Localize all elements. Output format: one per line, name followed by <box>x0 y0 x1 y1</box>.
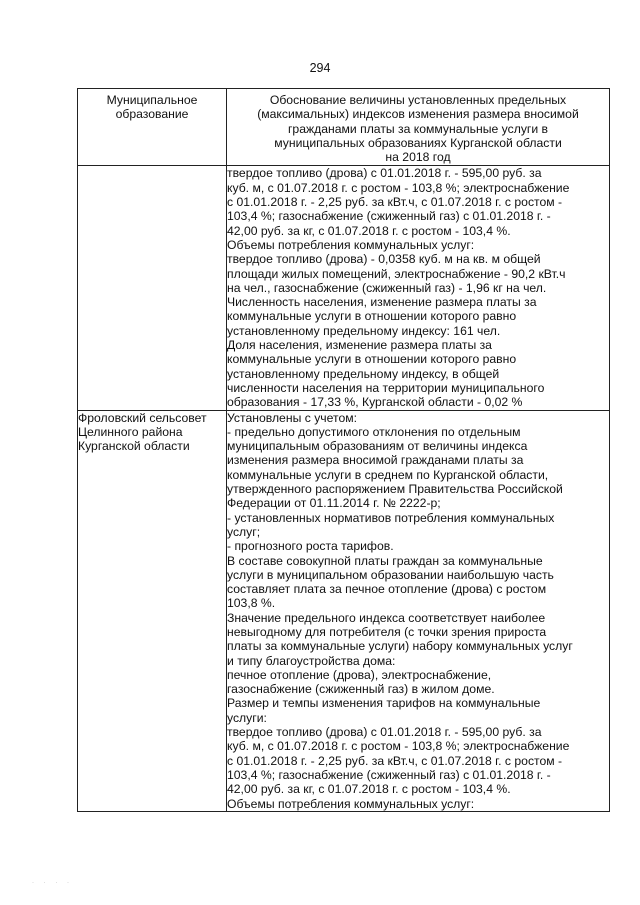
text-line: услуги в муниципальном образовании наибольшую часть <box>227 567 554 582</box>
municipality-line: Целинного района <box>78 424 183 439</box>
text-line: муниципальным образованиям от величины индекса <box>227 439 528 454</box>
text-line: 103,4 %; газоснабжение (сжиженный газ) с 01.01.2018 г. - <box>227 209 551 224</box>
text-line: изменения размера вносимой гражданами платы за <box>227 453 524 468</box>
header-municipality <box>78 89 227 166</box>
table-header-row <box>78 89 610 166</box>
text-line: газоснабжение (сжиженный газ) в жилом доме. <box>227 682 495 697</box>
page-number: 294 <box>309 61 331 75</box>
text-line: Доля населения, изменение размера платы за <box>227 338 492 353</box>
text-line: Размер и темпы изменения тарифов на коммунальные <box>227 696 541 711</box>
text-line: 42,00 руб. за кг, с 01.07.2018 г. с ростом - 103,4 %. <box>227 782 511 797</box>
text-line: - установленных нормативов потребления коммунальных <box>227 510 555 525</box>
text-line: печное отопление (дрова), электроснабжение, <box>227 667 492 682</box>
text-line: твердое топливо (дрова) с 01.01.2018 г. - 595,00 руб. за <box>227 725 542 740</box>
text-line: Значение предельного индекса соответствует наиболее <box>227 610 546 625</box>
text-line: утвержденного распоряжением Правительства Российской <box>227 482 563 497</box>
text-line: численности населения на территории муниципального <box>227 380 545 395</box>
header-justification <box>227 89 610 166</box>
header-line: Муниципальное <box>106 93 198 107</box>
text-line: на чел., газоснабжение (сжиженный газ) - 1,96 кг на чел. <box>227 280 547 295</box>
text-line: куб. м, с 01.07.2018 г. с ростом - 103,8 %; электроснабжение <box>227 739 570 754</box>
text-line: с 01.01.2018 г. - 2,25 руб. за кВт.ч, с 01.07.2018 г. с ростом - <box>227 195 563 210</box>
text-line: платы за коммунальные услуги) набору коммунальных услуг <box>227 639 573 654</box>
justification-cell <box>227 410 610 811</box>
table-row <box>78 410 610 811</box>
municipality-line: Фроловский сельсовет <box>78 410 207 425</box>
text-line: Федерации от 01.11.2014 г. № 2222-р; <box>227 496 441 511</box>
text-line: В составе совокупной платы граждан за коммунальные <box>227 553 543 568</box>
justification-table <box>77 88 610 812</box>
text-line: Установлены с учетом: <box>227 410 357 425</box>
header-line: (максимальных) индексов изменения размера вносимой <box>257 107 579 122</box>
text-line: коммунальные услуги в отношении которого равно <box>227 352 517 367</box>
text-line: Объемы потребления коммунальных услуг: <box>227 796 475 811</box>
text-line: установленному предельному индексу, в общей <box>227 366 500 381</box>
municipality-cell <box>78 410 227 811</box>
text-line: площади жилых помещений, электроснабжение - 90,2 кВт.ч <box>227 266 566 281</box>
text-line: установленному предельному индексу: 161 чел. <box>227 323 501 338</box>
text-line: твердое топливо (дрова) - 0,0358 куб. м на кв. м общей <box>227 252 541 267</box>
text-line: образования - 17,33 %, Курганской области - 0,02 % <box>227 395 523 410</box>
text-line: твердое топливо (дрова) с 01.01.2018 г. - 595,00 руб. за <box>227 166 542 181</box>
header-line: образование <box>115 107 189 122</box>
header-line: муниципальных образованиях Курганской области <box>274 135 562 150</box>
scan-artifact: · · · · <box>32 880 73 886</box>
table-row <box>78 166 610 410</box>
justification-cell <box>227 166 610 410</box>
header-line: гражданами платы за коммунальные услуги в <box>287 121 549 136</box>
text-line: услуги: <box>227 710 267 725</box>
text-line: с 01.01.2018 г. - 2,25 руб. за кВт.ч, с 01.07.2018 г. с ростом - <box>227 753 563 768</box>
header-line: Обоснование величины установленных предельных <box>269 93 567 107</box>
text-line: невыгодному для потребителя (с точки зрения прироста <box>227 624 547 639</box>
header-line: на 2018 год <box>385 150 451 165</box>
text-line: 42,00 руб. за кг, с 01.07.2018 г. с ростом - 103,4 %. <box>227 223 511 238</box>
text-line: Объемы потребления коммунальных услуг: <box>227 237 475 252</box>
text-line: 103,4 %; газоснабжение (сжиженный газ) с 01.01.2018 г. - <box>227 767 551 782</box>
text-line: услуг; <box>227 524 261 539</box>
municipality-line: Курганской области <box>78 439 190 454</box>
text-line: Численность населения, изменение размера платы за <box>227 295 537 310</box>
text-line: коммунальные услуги в среднем по Курганской области, <box>227 467 549 482</box>
text-line: коммунальные услуги в отношении которого равно <box>227 309 517 324</box>
text-line: и типу благоустройства дома: <box>227 653 396 668</box>
text-line: составляет плата за печное отопление (дрова) с ростом <box>227 582 547 597</box>
municipality-cell <box>78 166 227 410</box>
text-line: куб. м, с 01.07.2018 г. с ростом - 103,8 %; электроснабжение <box>227 180 570 195</box>
text-line: - предельно допустимого отклонения по отдельным <box>227 424 521 439</box>
text-line: - прогнозного роста тарифов. <box>227 539 394 554</box>
text-line: 103,8 %. <box>227 596 276 611</box>
